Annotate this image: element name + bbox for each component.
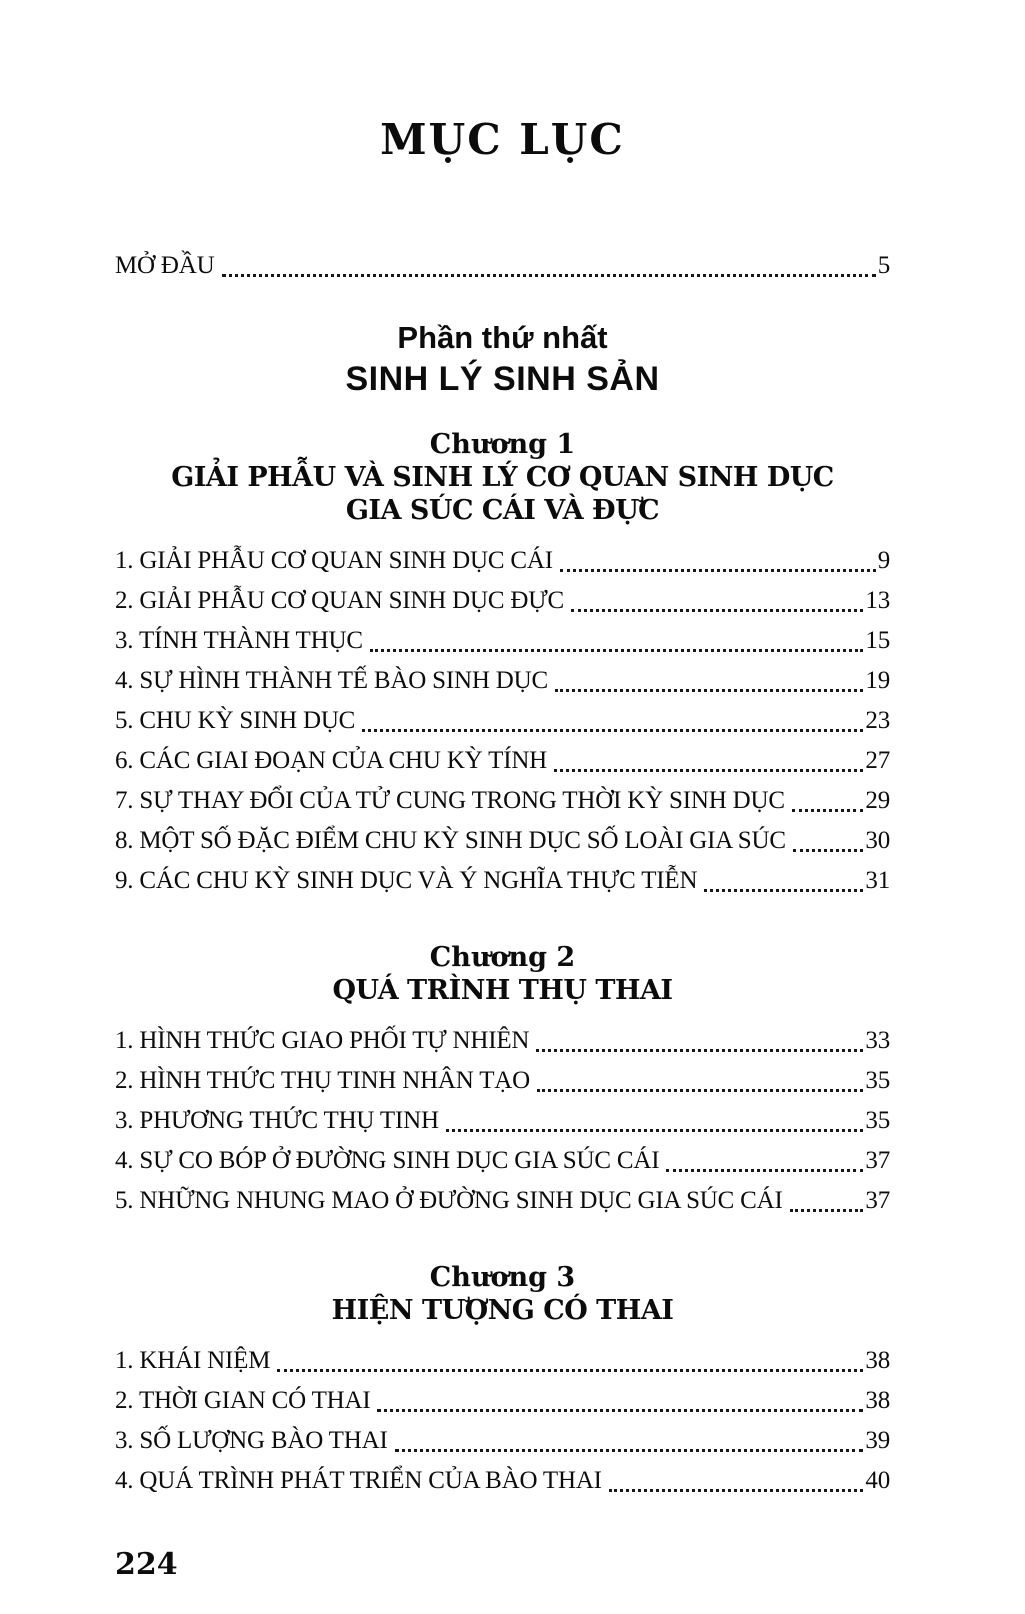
entry-page-number: 35: [865, 1067, 890, 1095]
entry-label: 5. CHU KỲ SINH DỤC: [115, 707, 356, 735]
entry-page-number: 33: [865, 1027, 890, 1055]
dot-leader: [554, 769, 863, 772]
chapter-section: [115, 941, 890, 1221]
dot-leader: [666, 1169, 863, 1172]
toc-entry-row: [115, 581, 890, 621]
entry-page-number: 38: [865, 1387, 890, 1415]
entry-page-number: 31: [865, 867, 890, 895]
chapter-title-line: GIA SÚC CÁI VÀ ĐỰC: [345, 495, 660, 527]
entry-label: 3. SỐ LƯỢNG BÀO THAI: [115, 1427, 388, 1455]
chapter-heading: [115, 941, 890, 1007]
entry-page-number: 9: [877, 547, 890, 575]
chapter-label: Chương 3: [429, 1262, 576, 1294]
entry-label: 4. SỰ HÌNH THÀNH TẾ BÀO SINH DỤC: [115, 667, 548, 695]
entry-page-number: 5: [877, 252, 890, 280]
entry-label: 7. SỰ THAY ĐỔI CỦA TỬ CUNG TRONG THỜI KỲ SINH DỤC: [115, 787, 785, 815]
chapter-section: [115, 428, 890, 901]
chapter-entries: [115, 541, 890, 901]
entry-label: MỞ ĐẦU: [115, 252, 215, 280]
toc-entry-row: [115, 1341, 890, 1381]
dot-leader: [362, 729, 863, 732]
chapter-heading: [115, 1261, 890, 1327]
entry-label: 4. QUÁ TRÌNH PHÁT TRIỂN CỦA BÀO THAI: [115, 1467, 602, 1495]
entry-page-number: 23: [865, 707, 890, 735]
entry-page-number: 27: [865, 747, 890, 775]
page-title: MỤC LỤC: [380, 115, 625, 164]
entry-label: 8. MỘT SỐ ĐẶC ĐIỂM CHU KỲ SINH DỤC SỐ LOÀI GIA SÚC: [115, 827, 786, 855]
entry-label: 1. KHÁI NIỆM: [115, 1347, 271, 1375]
chapter-entries: [115, 1341, 890, 1501]
toc-entry-row: [115, 701, 890, 741]
dot-leader: [377, 1409, 863, 1412]
entry-label: 1. HÌNH THỨC GIAO PHỐI TỰ NHIÊN: [115, 1027, 530, 1055]
entry-page-number: 13: [865, 587, 890, 615]
dot-leader: [792, 809, 864, 812]
dot-leader: [571, 609, 863, 612]
chapter-title: [115, 974, 890, 1007]
chapter-title-line: HIỆN TƯỢNG CÓ THAI: [331, 1295, 674, 1327]
entry-page-number: 39: [865, 1427, 890, 1455]
toc-entry-row: [115, 1181, 890, 1221]
entry-label: 5. NHỮNG NHUNG MAO Ở ĐƯỜNG SINH DỤC GIA SÚC CÁI: [115, 1187, 783, 1215]
toc-entry-row: [115, 1421, 890, 1461]
part-label: Phần thứ nhất: [397, 320, 608, 356]
entry-label: 1. GIẢI PHẪU CƠ QUAN SINH DỤC CÁI: [115, 547, 553, 575]
entry-page-number: 15: [865, 627, 890, 655]
chapter-entries: [115, 1021, 890, 1221]
front-matter-row: [115, 246, 890, 286]
chapter-heading: [115, 428, 890, 527]
dot-leader: [395, 1449, 864, 1452]
dot-leader: [536, 1049, 863, 1052]
chapter-title: [115, 461, 890, 527]
chapter-title-line: GIẢI PHẪU VÀ SINH LÝ CƠ QUAN SINH DỤC: [171, 462, 834, 494]
entry-page-number: 29: [865, 787, 890, 815]
entry-label: 9. CÁC CHU KỲ SINH DỤC VÀ Ý NGHĨA THỰC TIỄN: [115, 867, 698, 895]
toc-entry-row: [115, 741, 890, 781]
entry-label: 2. THỜI GIAN CÓ THAI: [115, 1387, 371, 1415]
dot-leader: [793, 849, 864, 852]
toc-entry-row: [115, 1141, 890, 1181]
toc-entry-row: [115, 1061, 890, 1101]
dot-leader: [555, 689, 863, 692]
chapter-section: [115, 1261, 890, 1501]
entry-label: 4. SỰ CO BÓP Ở ĐƯỜNG SINH DỤC GIA SÚC CÁI: [115, 1147, 660, 1175]
entry-label: 3. PHƯƠNG THỨC THỤ TINH: [115, 1107, 439, 1135]
entry-page-number: 38: [865, 1347, 890, 1375]
chapter-label: Chương 2: [429, 942, 576, 974]
toc-entry-row: [115, 1101, 890, 1141]
dot-leader: [446, 1129, 864, 1132]
toc-entry-row: [115, 661, 890, 701]
dot-leader: [222, 274, 876, 277]
entry-label: 2. HÌNH THỨC THỤ TINH NHÂN TẠO: [115, 1067, 531, 1095]
entry-page-number: 19: [865, 667, 890, 695]
chapter-label: Chương 1: [429, 429, 576, 461]
entry-page-number: 40: [865, 1467, 890, 1495]
entry-page-number: 37: [865, 1147, 890, 1175]
footer-page-number: 224: [115, 1547, 178, 1583]
dot-leader: [277, 1369, 863, 1372]
part-heading: [115, 318, 890, 400]
chapter-title-line: QUÁ TRÌNH THỤ THAI: [332, 975, 673, 1007]
dot-leader: [609, 1489, 864, 1492]
entry-page-number: 35: [865, 1107, 890, 1135]
toc-entry-row: [115, 1381, 890, 1421]
dot-leader: [537, 1089, 863, 1092]
toc-entry-row: [115, 621, 890, 661]
part-title: SINH LÝ SINH SẢN: [345, 360, 660, 399]
entry-label: 6. CÁC GIAI ĐOẠN CỦA CHU KỲ TÍNH: [115, 747, 548, 775]
entry-page-number: 30: [865, 827, 890, 855]
chapter-title: [115, 1294, 890, 1327]
entry-label: 2. GIẢI PHẪU CƠ QUAN SINH DỤC ĐỰC: [115, 587, 564, 615]
toc-entry-row: [115, 821, 890, 861]
toc-entry-row: [115, 1021, 890, 1061]
dot-leader: [790, 1209, 864, 1212]
toc-entry-row: [115, 861, 890, 901]
dot-leader: [704, 889, 863, 892]
dot-leader: [560, 569, 876, 572]
entry-page-number: 37: [865, 1187, 890, 1215]
toc-entry-row: [115, 541, 890, 581]
toc-entry-row: [115, 1461, 890, 1501]
entry-label: 3. TÍNH THÀNH THỤC: [115, 627, 363, 655]
toc-entry-row: [115, 781, 890, 821]
chapters: [115, 428, 890, 1501]
dot-leader: [370, 649, 864, 652]
